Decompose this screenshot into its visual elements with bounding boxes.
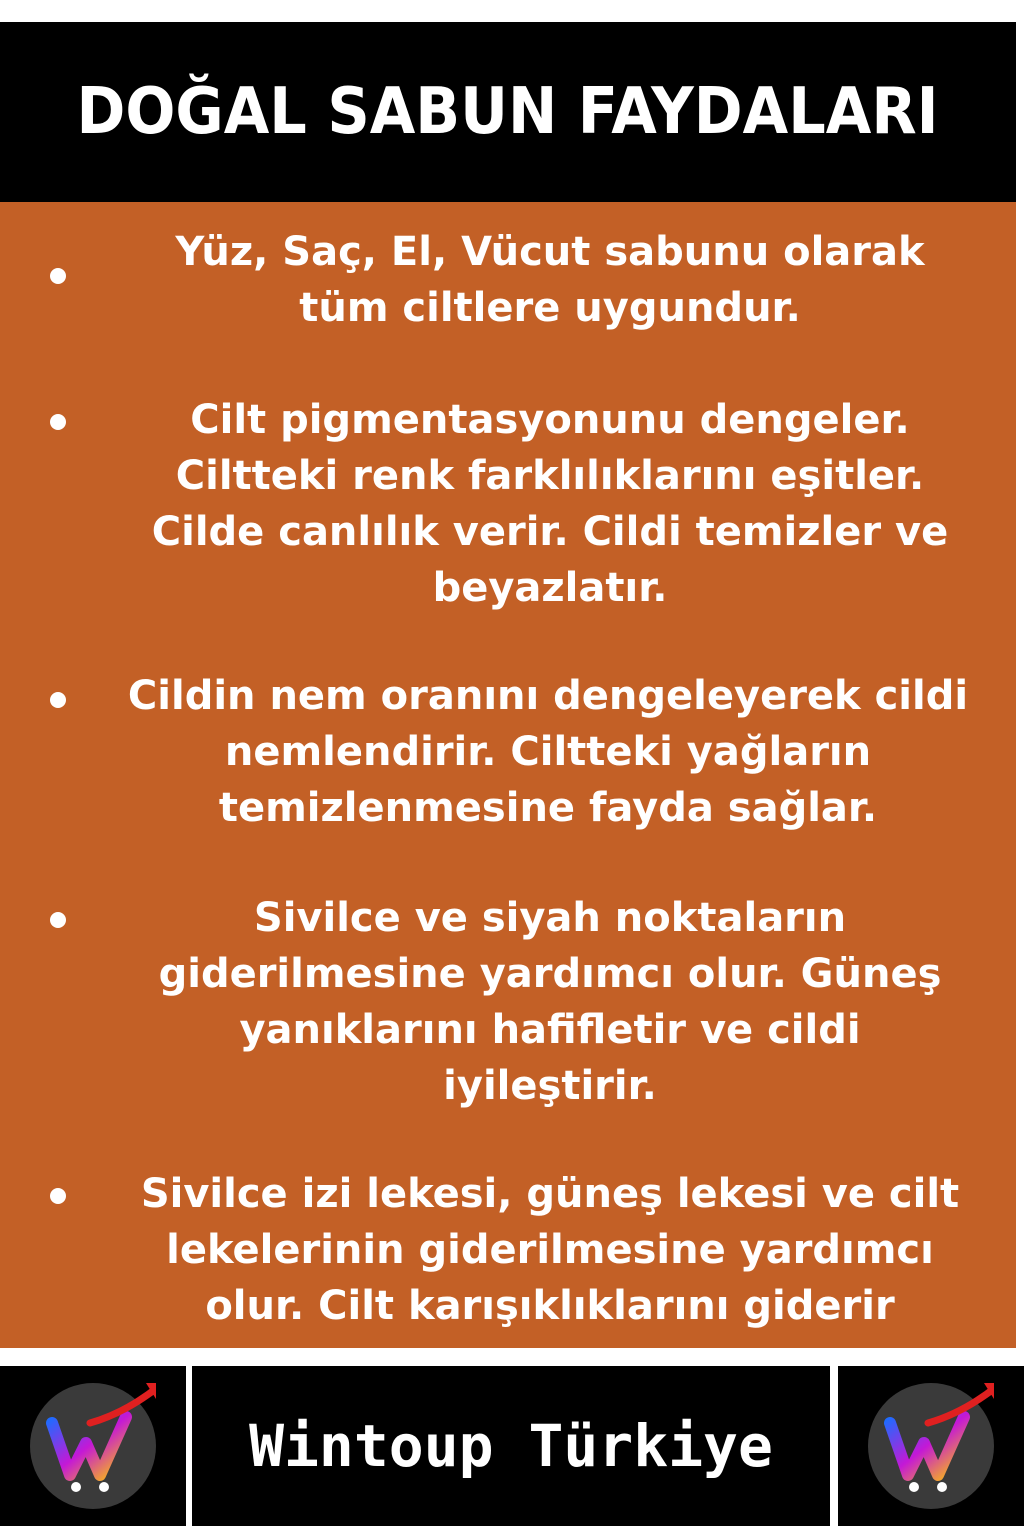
- footer-bar: [0, 1366, 1024, 1526]
- bullet-icon: [50, 414, 66, 430]
- bullet-icon: [50, 268, 66, 284]
- brand-name: Wintoup Türkiye: [249, 1412, 773, 1480]
- wintoup-cart-logo-icon: [868, 1383, 994, 1509]
- benefit-text: Sivilce izi lekesi, güneş lekesi ve cilt lekelerinin giderilmesine yardımcı olur. Cilt karışıklıklarını giderir: [140, 1171, 960, 1329]
- logo-left: [0, 1366, 186, 1526]
- brand-banner: [192, 1366, 830, 1526]
- benefit-text: Cildin nem oranını dengeleyerek cildi nemlendirir. Ciltteki yağların temizlenmesine fayda sağlar.: [127, 673, 969, 831]
- logo-right: [838, 1366, 1024, 1526]
- page-title: DOĞAL SABUN FAYDALARI: [76, 75, 940, 149]
- header-bar: [0, 22, 1016, 202]
- wintoup-cart-logo-icon: [30, 1383, 156, 1509]
- benefit-text: Yüz, Saç, El, Vücut sabunu olarak tüm ciltlere uygundur.: [175, 229, 925, 331]
- bullet-icon: [50, 692, 66, 708]
- bullet-icon: [50, 912, 66, 928]
- bullet-icon: [50, 1188, 66, 1204]
- benefit-text: Cilt pigmentasyonunu dengeler. Ciltteki renk farklılıklarını eşitler. Cilde canlılık verir. Cildi temizler ve beyazlatır.: [151, 397, 949, 611]
- benefits-panel: [0, 202, 1016, 1348]
- benefit-text: Sivilce ve siyah noktaların giderilmesine yardımcı olur. Güneş yanıklarını hafifletir ve cildi iyileştirir.: [158, 895, 942, 1109]
